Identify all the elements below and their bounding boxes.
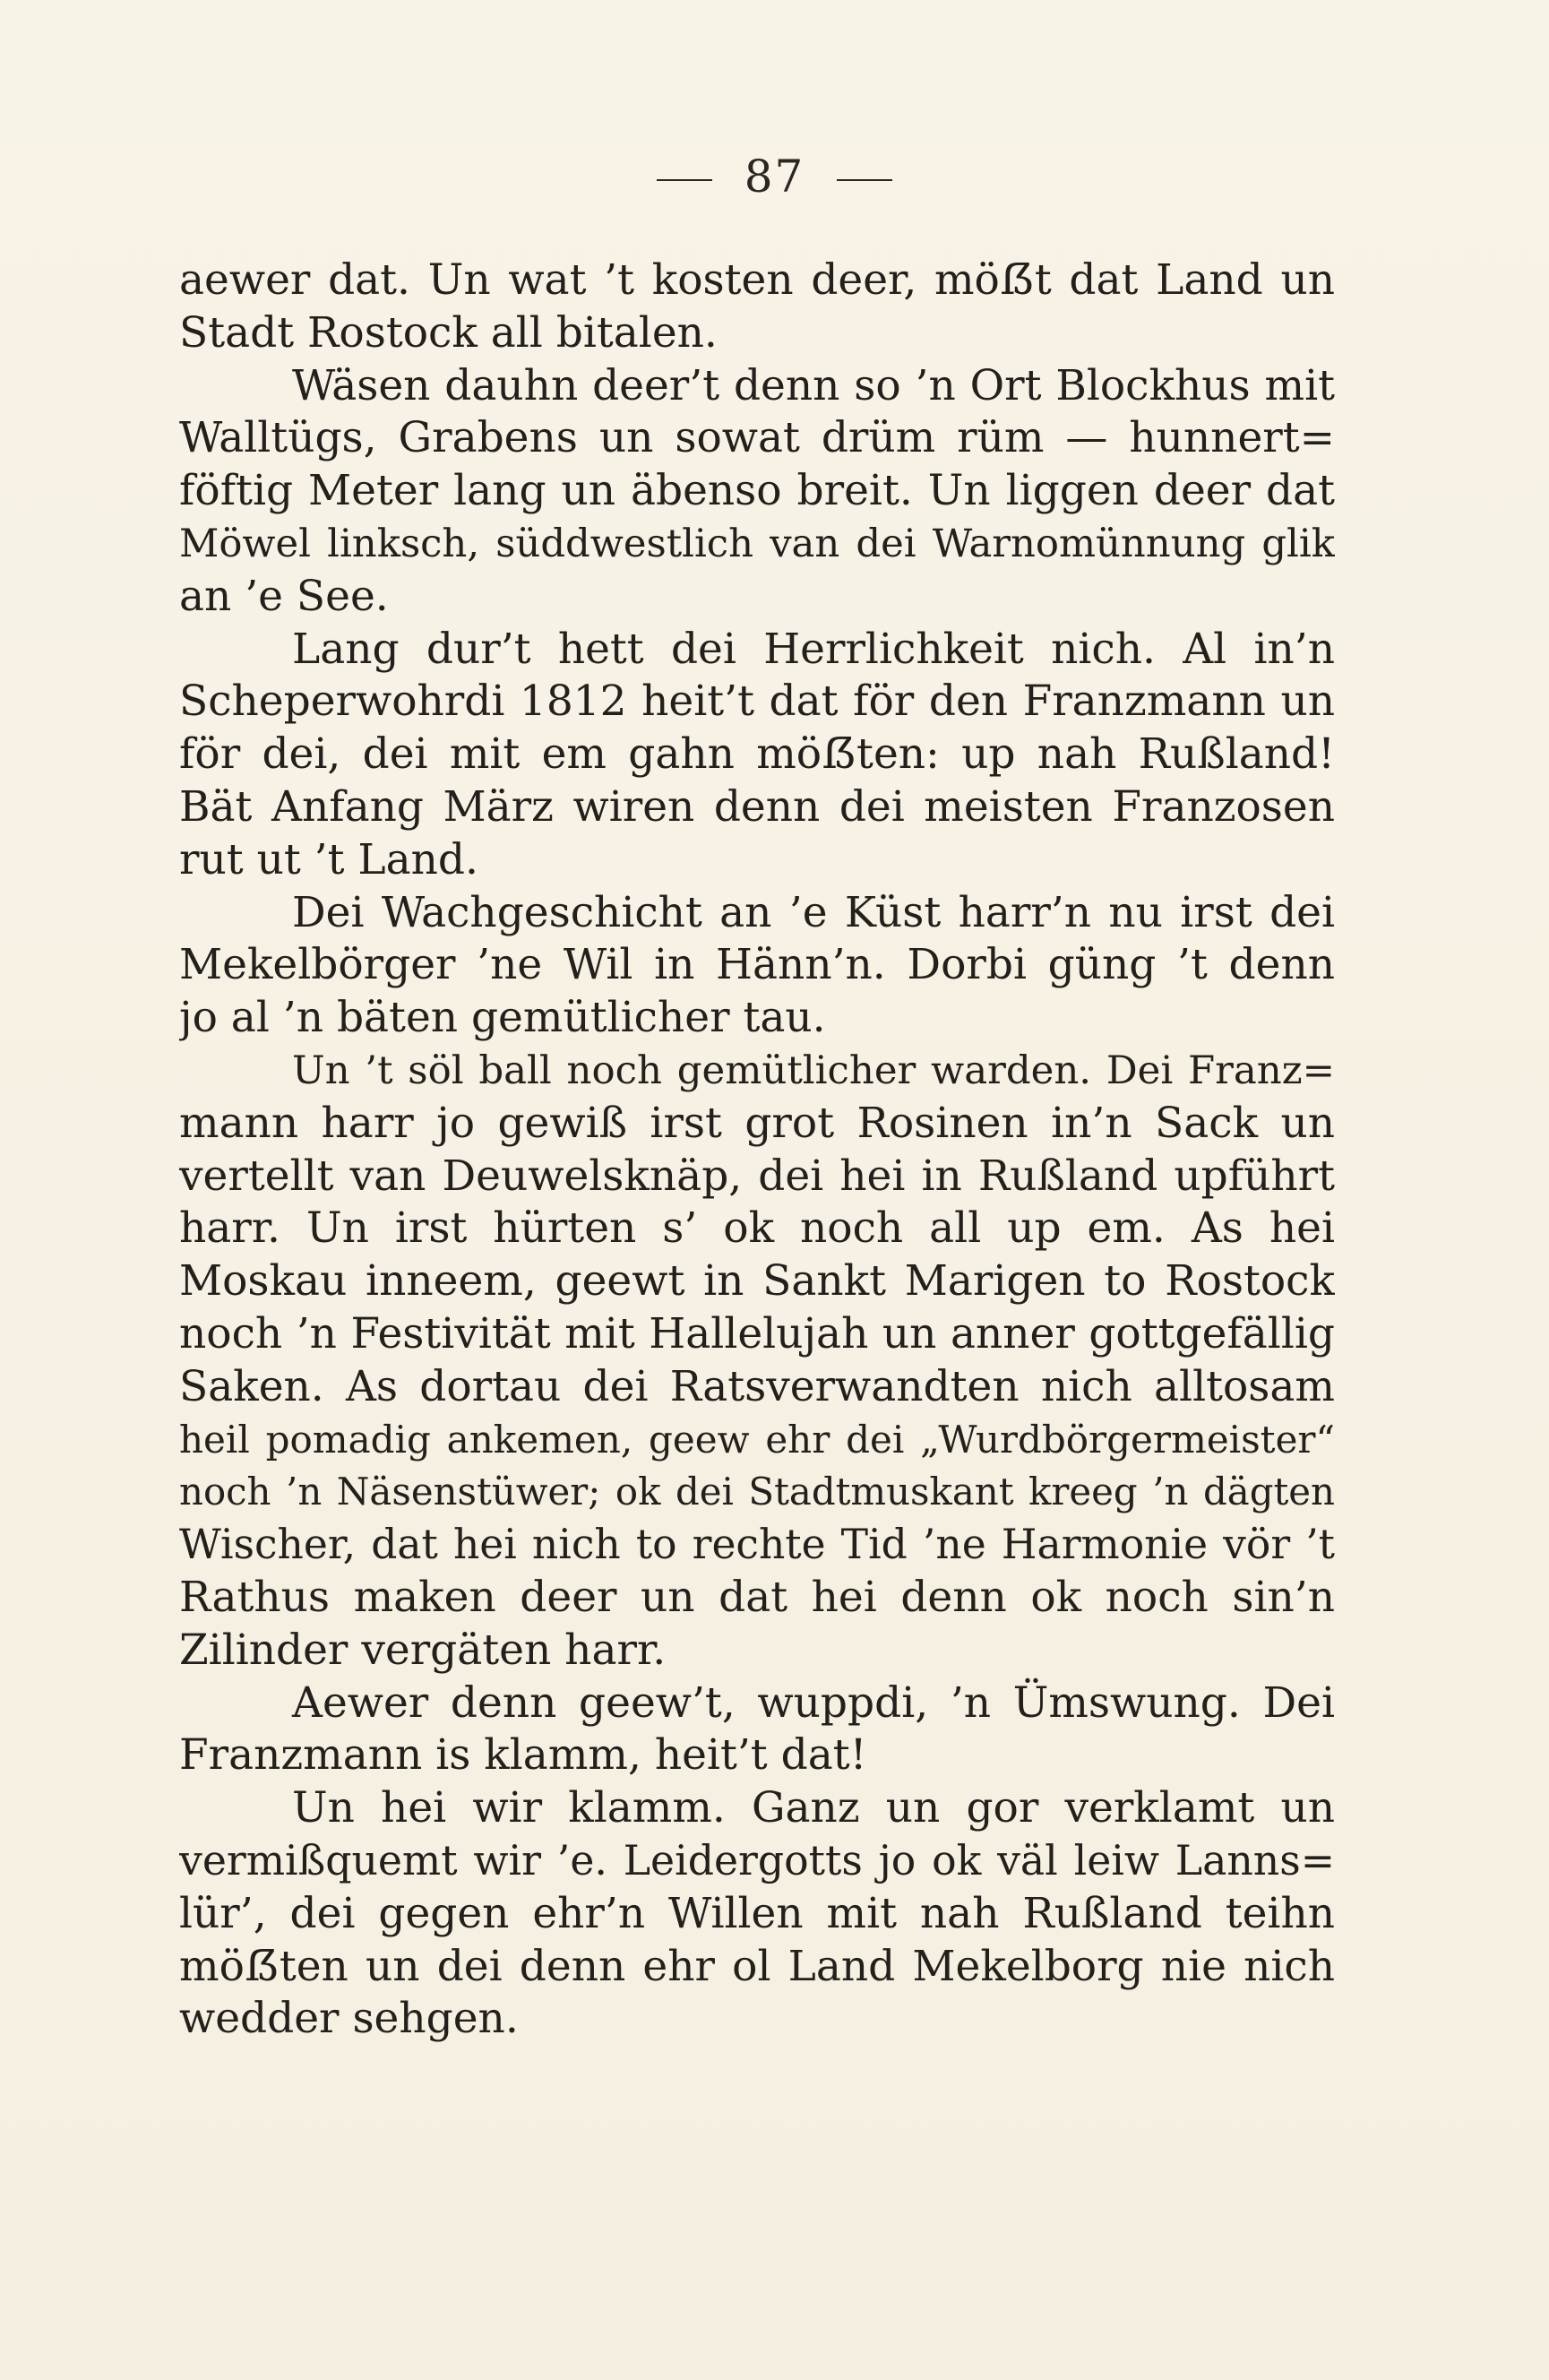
page-number-header xyxy=(0,151,1549,203)
text-line: för dei, dei mit em gahn möẞten: up nah Rußland! xyxy=(179,729,1335,780)
text-line: noch ’n Festivität mit Hallelujah un anner gottgefällig xyxy=(179,1308,1335,1358)
text-line: Möwel linksch, süddwestlich van dei Warnomünnung glik xyxy=(179,521,1335,566)
text-line: wedder sehgen. xyxy=(179,1994,519,2044)
text-line: Wischer, dat hei nich to rechte Tid ’ne Harmonie vör ’t xyxy=(179,1521,1335,1569)
text-line: Saken. As dortau dei Ratsverwandten nich alltosam xyxy=(179,1361,1335,1411)
text-line: an ’e See. xyxy=(179,571,389,621)
left-dash xyxy=(657,179,712,181)
text-line: noch ’n Näsenstüwer; ok dei Stadtmuskant kreeg ’n dägten xyxy=(179,1470,1335,1514)
text-line: Scheperwohrdi 1812 heit’t dat för den Franzmann un xyxy=(179,677,1335,727)
text-line: Bät Anfang März wiren denn dei meisten Franzosen xyxy=(179,781,1335,832)
text-line: Franzmann is klamm, heit’t dat! xyxy=(179,1730,867,1781)
text-line: Un ’t söl ball noch gemütlicher warden. Dei Franz= xyxy=(292,1048,1335,1093)
text-line: harr. Un irst hürten s’ ok noch all up em. As hei xyxy=(179,1203,1335,1254)
text-line: föftig Meter lang un äbenso breit. Un liggen deer dat xyxy=(179,466,1335,516)
text-line: aewer dat. Un wat ’t kosten deer, möẞt dat Land un xyxy=(179,255,1335,305)
text-line: Mekelbörger ’ne Wil in Hänn’n. Dorbi güng ’t denn xyxy=(179,940,1335,990)
text-line: Moskau inneem, geewt in Sankt Marigen to Rostock xyxy=(179,1256,1335,1306)
text-line: heil pomadig ankemen, geew ehr dei „Wurdbörgermeister“ xyxy=(179,1417,1335,1462)
text-line: Walltügs, Grabens un sowat drüm rüm — hunnert= xyxy=(179,413,1335,463)
text-line: Dei Wachgeschicht an ’e Küst harr’n nu irst dei xyxy=(292,887,1335,937)
text-line: Wäsen dauhn deer’t denn so ’n Ort Blockhus mit xyxy=(292,360,1335,410)
text-line: Lang dur’t hett dei Herrlichkeit nich. Al in’n xyxy=(292,624,1335,674)
text-line: mann harr jo gewiß irst grot Rosinen in’n Sack un xyxy=(179,1098,1335,1148)
text-line: lür’, dei gegen ehr’n Willen mit nah Rußland teihn xyxy=(179,1888,1335,1938)
text-line: möẞten un dei denn ehr ol Land Mekelborg nie nich xyxy=(179,1941,1335,1991)
text-line: Un hei wir klamm. Ganz un gor verklamt un xyxy=(292,1783,1335,1833)
body-text xyxy=(179,254,1335,2046)
text-line: vertellt van Deuwelsknäp, dei hei in Rußland upführt xyxy=(179,1151,1335,1201)
text-line: Zilinder vergäten harr. xyxy=(179,1625,667,1675)
text-line: jo al ’n bäten gemütlicher tau. xyxy=(179,993,826,1043)
text-line: Stadt Rostock all bitalen. xyxy=(179,307,718,358)
text-line: Rathus maken deer un dat hei denn ok noch sin’n xyxy=(179,1572,1335,1622)
right-dash xyxy=(837,179,892,181)
text-line: rut ut ’t Land. xyxy=(179,834,478,884)
text-line: vermißquemt wir ’e. Leidergotts jo ok väl leiw Lanns= xyxy=(179,1836,1335,1884)
page-number: 87 xyxy=(744,151,805,203)
text-line: Aewer denn geew’t, wuppdi, ’n Ümswung. Dei xyxy=(292,1677,1335,1728)
